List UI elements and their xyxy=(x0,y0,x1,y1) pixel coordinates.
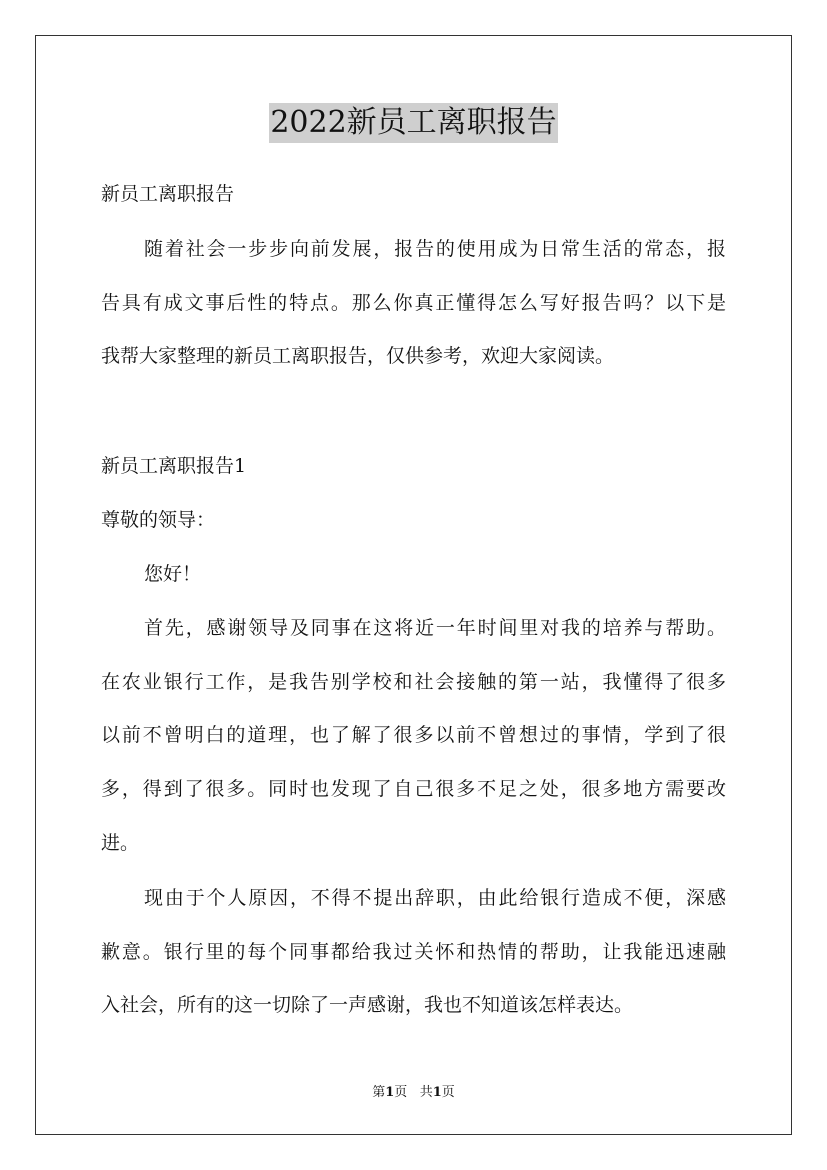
greeting: 您好！ xyxy=(144,563,202,585)
page-number: 1 xyxy=(385,1085,395,1100)
page-suffix: 页 xyxy=(394,1085,408,1100)
para2-line-3: 入社会，所有的这一切除了一声感谢，我也不知道该怎样表达。 xyxy=(101,994,634,1016)
total-suffix: 页 xyxy=(441,1085,455,1100)
para1-line-1: 首先，感谢领导及同事在这将近一年时间里对我的培养与帮助。 xyxy=(144,617,726,639)
document-title: 2022新员工离职报告 xyxy=(269,103,557,143)
total-prefix: 共 xyxy=(419,1085,433,1100)
section-title: 新员工离职报告1 xyxy=(101,455,247,477)
intro-line-2: 告具有成文事后性的特点。那么你真正懂得怎么写好报告吗？以下是 xyxy=(101,292,726,314)
salutation: 尊敬的领导： xyxy=(101,509,216,531)
para1-line-5: 进。 xyxy=(101,832,140,854)
para2-line-1: 现由于个人原因，不得不提出辞职，由此给银行造成不便，深感 xyxy=(144,887,726,909)
intro-line-1: 随着社会一步步向前发展，报告的使用成为日常生活的常态，报 xyxy=(144,238,726,260)
title-container xyxy=(0,103,827,143)
total-pages: 1 xyxy=(432,1085,442,1100)
para1-line-3: 以前不曾明白的道理，也了解了很多以前不曾想过的事情，学到了很 xyxy=(101,724,726,746)
para1-line-2: 在农业银行工作，是我告别学校和社会接触的第一站，我懂得了很多 xyxy=(101,671,726,693)
para2-line-2: 歉意。银行里的每个同事都给我过关怀和热情的帮助，让我能迅速融 xyxy=(101,941,726,963)
intro-line-3: 我帮大家整理的新员工离职报告，仅供参考，欢迎大家阅读。 xyxy=(101,345,615,367)
page-prefix: 第 xyxy=(372,1085,386,1100)
document-subtitle: 新员工离职报告 xyxy=(101,183,235,205)
page-footer xyxy=(0,1084,827,1102)
para1-line-4: 多，得到了很多。同时也发现了自己很多不足之处，很多地方需要改 xyxy=(101,778,726,800)
